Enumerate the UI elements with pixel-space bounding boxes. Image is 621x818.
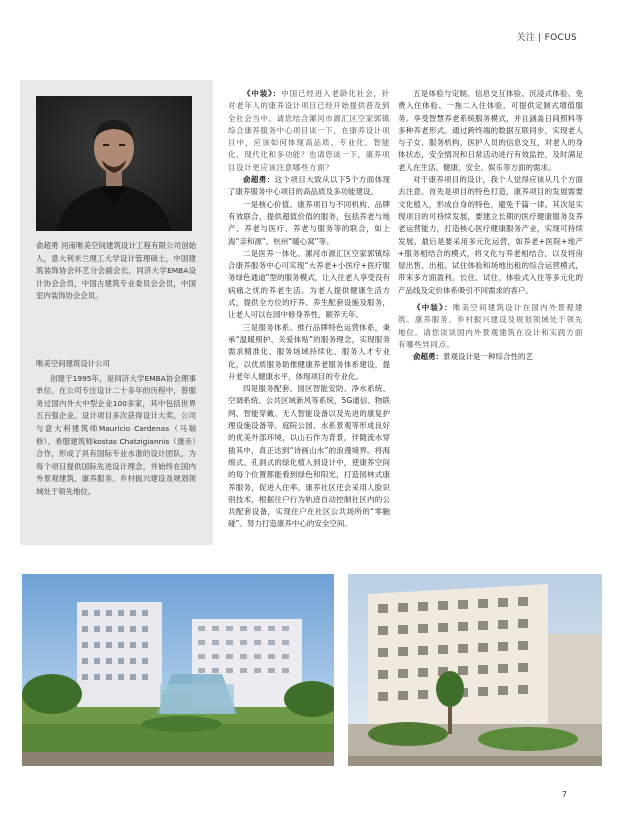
company-title: 唯美空间建筑设计公司	[36, 359, 110, 368]
answer-2	[398, 351, 583, 363]
article-column-middle	[228, 88, 390, 531]
paragraph-design-notes: 对于康养项目的设计，我个人觉得应该从几个方面去注意。首先是项目的特色打造，康养项目的发展需要文化植入，形成自身的特色，避免千篇一律。其次是实现项目的可持续发展，要建立长期的医疗健康服务及养老运营能力，打造核心医疗健康服务产业，实现可持续发展。最后是要采用多元化运营，如养老+医院+地产+服务相结合的模式，将文化与养老相结合，以及将房屋出售、出租、试住体验和场地出租的综合运营模式，带来多方面盈利。长住、试住、体验式入住等多元化的产品线及定价体系吸引不同需求的客户。	[398, 175, 583, 295]
answer-2-text: 景观设计是一种综合性的艺	[443, 352, 533, 362]
page-number: 7	[561, 790, 567, 799]
paragraph-service-system: 三是服务体系。推行品牌特色运营体系，秉承“温暖照护、关爱体贴”的服务理念，实现服务需求精准化、服务场域持续化、服务人才专业化，以优质服务助推健康养老服务体系建设，提升老年人健康水平，体现项目的专业化。	[228, 322, 390, 381]
question-1-label: 《中装》：	[243, 89, 282, 98]
paragraph-medical-care: 二是医养一体化。漯河市源汇区空家郭镇综合康养服务中心可实现“大养老+小医疗+医疗服务绿色通道”型的服务模式，让入住老人享受没有病痛之忧的养老生活。为老人提供健康生活方式，提供全方位的疗养、养生配套设施及服务，让老人可以在园中修身养性、颐养天年。	[228, 248, 390, 320]
answer-2-label: 俞超勇：	[413, 352, 443, 362]
article-column-right	[398, 88, 583, 364]
answer-1-text: 这个项目大致从以下5个方面体现了康养服务中心项目的高品质及多功能建设。	[228, 175, 390, 197]
question-1-text: 中国已经进入老龄化社会，针对老年人的康养设计项目已经开始提供普及到全社会当中。请您结合漯河市源汇区空家郭镇综合康养服务中心项目谈一下，在康养设计项目中，应该如何体现高品质、专业化、智能化、现代化和多功能？也请您谈一下，康养项目设计更应该注意哪些方面？	[228, 89, 390, 172]
answer-1-label: 俞超勇：	[243, 175, 275, 185]
author-portrait	[36, 96, 192, 231]
question-2-label: 《中装》：	[413, 303, 453, 313]
question-2-text: 唯美空间建筑设计在国内外景观建筑、康养服务、乡村振兴建设及规划领域处于领先地位。请您谈谈国内外景观建筑在设计和实践方面有哪些异同点。	[398, 303, 584, 349]
section-header: 关注 | FOCUS	[516, 33, 577, 43]
paragraph-service-facilities: 四是服务配套。园区智能安防、净水系统、空调系统、公共区域新风等系统，5G通信、物联网、智能穿戴、无人智能设备以及先进的康复护理设施设备等。庭院公园、水系景观等形成良好的优美外部环境，以山石作为背景，伴随流水穿插其中，真正达到“诗画山水”的浪漫境界。将海绵式、孔洞式的绿化植入到设计中，使康养空间的每个位置都能看到绿色和阳光，打造园林式康养服务，促进入住率。康养社区还会采用人脸识别技术，根据住户行为轨迹自动控制社区内的公共配套设备，实现住户在社区公共场所的“零触碰”。努力打造康养中心的安全空间。	[228, 384, 390, 529]
paragraph-core-value: 一是核心价值。康养项目与不同机构、品牌有效联合，提供超值价值的服务，包括养老与地产、养老与医疗、养老与服务等的联合，如上海“亲和源”、杭州“暖心窝”等。	[228, 199, 390, 246]
paragraph-experience: 五是体验与定制。信息交互体验、沉浸式体验、免费入住体验、一拖二入住体验，可提供定制式增值服务。享受智慧养老系统服务模式，并且涵盖日间照料等多种养老形式。通过跨终端的数据互联同步，实现老人与子女、服务机构、医护人员的信息交互，对老人的身体状态，安全情况和日常活动进行有效监控，及时满足老人在生活、健康、安全、娱乐等方面的需求。	[398, 89, 583, 172]
question-1	[228, 88, 390, 174]
answer-1	[228, 174, 390, 199]
company-description: 创建于1995年，是同济大学EMBA协会理事单位。在公司专注设计二十多年的历程中，曾服务过国内外大中型企业100多家，其中包括世界五百强企业。设计项目多次获得设计大奖。公司与意大利建筑师Mauricio Cardenas（马瑞修）、希腊建筑师kostas Chatzigiannis（康赤）合作，形成了具有国际专业水准的设计团队，为每个项目提供国际先进设计理念，并始终在国内外景观建筑、康养服务、乡村振兴建设及规划领域处于领先地位。	[36, 373, 196, 496]
question-2	[398, 302, 583, 351]
rendering-building-photo	[348, 574, 602, 766]
company-intro	[36, 358, 196, 499]
rendering-campus-photo	[22, 574, 334, 766]
author-bio: 俞超勇 河南唯美空间建筑设计工程有限公司创始人，意大利米兰理工大学设计管理硕士，中国建筑装饰协会环艺分会副会长，同济大学EMBA设计协会会员，中国古建筑专业委员会会员，中国室内装饰协会会员。	[36, 241, 196, 301]
